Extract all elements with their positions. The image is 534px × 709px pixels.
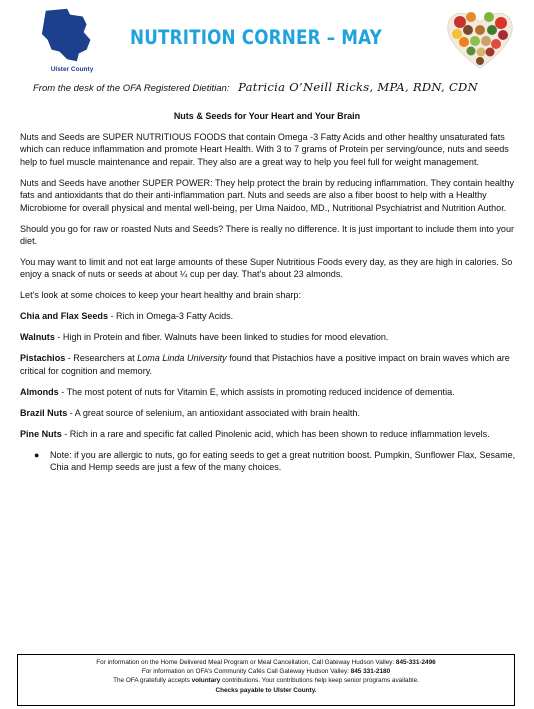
paragraph: Let’s look at some choices to keep your heart healthy and brain sharp: xyxy=(20,290,301,301)
paragraph: Nuts and Seeds have another SUPER POWER: They help protect the brain by reducing inflammation. They contain healthy fats and antioxidants that do their anti-inflammation part. Nuts and seeds are also a fiber boost to help with a Healthy Microbiome for overall physical and mental well-being, per Uma Naidoo, MD., Nutritional Psychiatrist and Nutrition Author. xyxy=(20,177,514,213)
footer-line xyxy=(18,658,514,667)
footer-text: For information on OFA’s Community Cafés Call Gateway Hudson Valley: xyxy=(141,668,351,676)
item-text: - Researchers at xyxy=(65,353,138,364)
footer-line xyxy=(18,667,514,676)
item-text: - The most potent of nuts for Vitamin E, which assists in promoting reduced incidence of dementia. xyxy=(58,386,455,397)
item-text: - A great source of selenium, an antioxidant associated with brain health. xyxy=(67,407,360,418)
food-heart-icon xyxy=(444,6,516,72)
item-name: Pine Nuts xyxy=(20,428,62,439)
list-item xyxy=(20,331,518,343)
item-name: Pistachios xyxy=(20,353,66,364)
page-header xyxy=(0,0,534,100)
paragraph: Nuts and Seeds are SUPER NUTRITIOUS FOODS that contain Omega -3 Fatty Acids and other healthy unsaturated fats which can reduce inflammation and promote Heart Health. With 3 to 7 grams of Protein per serving/ounce, nuts and seeds help to fuel muscle maintenance and repair. They also are a great way to help you feel full for weight management. xyxy=(20,132,509,167)
list-item xyxy=(20,352,518,377)
bullet-icon: ● xyxy=(34,449,40,460)
footer-box xyxy=(17,654,515,706)
footer-text: contributions. Your contributions help keep senior programs available. xyxy=(220,677,419,685)
article-body xyxy=(20,131,518,474)
footer-checks: Checks payable to Ulster County. xyxy=(215,686,317,694)
dietitian-signature: Patricia O’Neill Ricks, MPA, RDN, CDN xyxy=(238,80,478,94)
item-text: - Rich in Omega-3 Fatty Acids. xyxy=(108,311,234,322)
footer-line xyxy=(18,676,514,685)
item-name: Brazil Nuts xyxy=(20,407,68,418)
note-text: Note: if you are allergic to nuts, go for eating seeds to get a great nutrition boost. Pumpkin, Sunflower Flax, Sesame, Chia and Hemp seeds are just a few of the many choices. xyxy=(50,449,516,473)
footer-text: For information on the Home Delivered Meal Program or Meal Cancellation, Call Gateway Hudson Valley: xyxy=(96,659,396,666)
item-text: - Rich in a rare and specific fat called Pinolenic acid, which has been shown to reduce inflammation levels. xyxy=(61,428,490,439)
list-item xyxy=(20,310,518,322)
item-text: - High in Protein and fiber. Walnuts have been linked to studies for mood elevation. xyxy=(54,332,389,343)
note-bullet xyxy=(34,449,518,474)
list-item xyxy=(20,407,518,419)
footer-phone: 845-331-2496 xyxy=(395,659,436,666)
item-name: Walnuts xyxy=(20,332,55,343)
desk-text: From the desk of the OFA Registered Dietitian: xyxy=(33,83,230,94)
paragraph: Should you go for raw or roasted Nuts and Seeds? There is really no difference. It is just important to include them into your diet. xyxy=(20,223,514,247)
item-name: Chia and Flax Seeds xyxy=(20,311,108,322)
footer-bold: voluntary xyxy=(191,677,221,685)
list-item xyxy=(20,428,518,440)
item-italic: Loma Linda University xyxy=(137,353,227,364)
footer-phone: 845 331-2180 xyxy=(350,668,391,676)
ulster-county-logo xyxy=(30,4,114,80)
item-text: found that Pistachios have a positive impact on brain waves which are critical for cognition and memory. xyxy=(20,353,510,376)
page-title: NUTRITION CORNER – MAY xyxy=(130,26,382,49)
paragraph: You may want to limit and not eat large amounts of these Super Nutritious Foods every day, as they are high in calories. So enjoy a snack of nuts or seeds at about ¼ cup per day. That’s about 23 almonds. xyxy=(20,257,513,280)
list-item xyxy=(20,386,518,398)
article-subtitle: Nuts & Seeds for Your Heart and Your Brain xyxy=(173,111,361,121)
footer-text: The OFA gratefully accepts xyxy=(113,677,192,685)
dietitian-line xyxy=(33,80,513,94)
county-map-icon xyxy=(38,4,106,66)
footer-line xyxy=(18,686,514,695)
item-name: Almonds xyxy=(20,386,59,397)
logo-caption: Ulster County xyxy=(50,66,94,73)
